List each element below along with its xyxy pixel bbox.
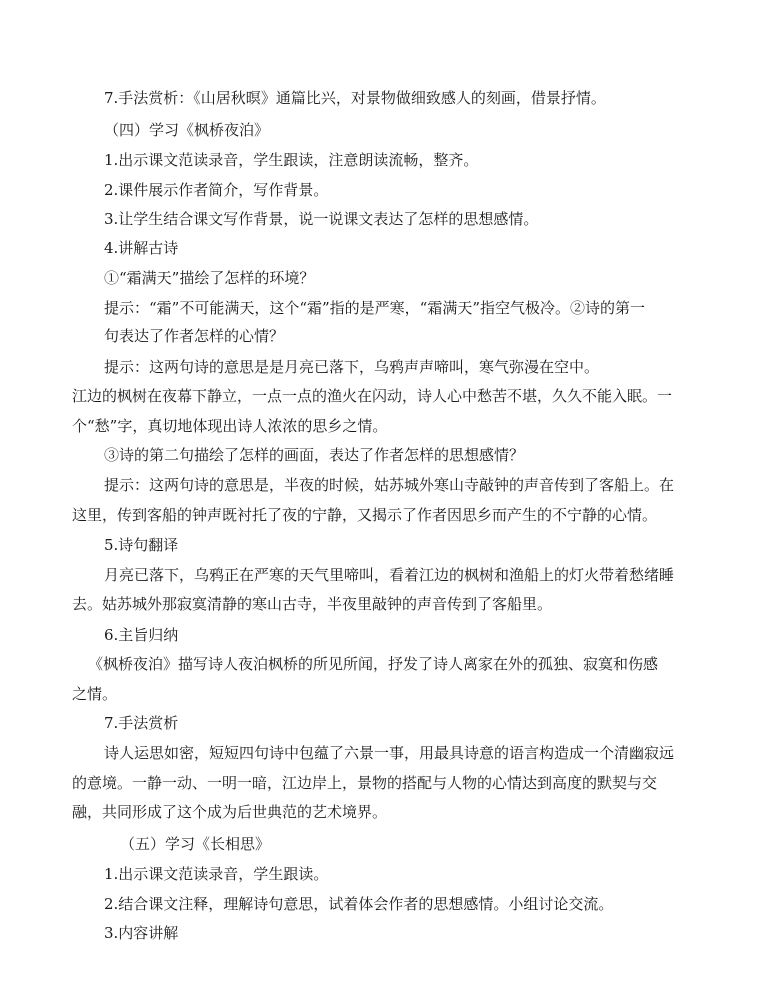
line-16: 5.诗句翻译 [104, 536, 179, 554]
line-28: 2.结合课文注释，理解诗句意思，试着体会作者的思想感情。小组讨论交流。 [104, 895, 614, 913]
line-21: 之情。 [72, 685, 118, 703]
line-7: ①“霜满天”描绘了怎样的环境？ [104, 269, 315, 287]
line-22: 7.手法赏析 [104, 714, 179, 732]
line-5: 3.让学生结合课文写作背景，说一说课文表达了怎样的思想感情。 [104, 210, 539, 228]
line-18: 去。姑苏城外那寂寞清静的寒山古寺，半夜里敲钟的声音传到了客船里。 [72, 595, 553, 613]
line-29: 3.内容讲解 [104, 924, 179, 942]
line-23: 诗人运思如密，短短四句诗中包蕴了六景一事，用最具诗意的语言构造成一个清幽寂远 [104, 744, 675, 762]
line-19: 6.主旨归纳 [104, 626, 179, 644]
line-4: 2.课件展示作者简介，写作背景。 [104, 181, 329, 199]
line-3: 1.出示课文范读录音，学生跟读，注意朗读流畅，整齐。 [104, 151, 479, 169]
line-8: 提示：“霜”不可能满天，这个“霜”指的是严寒，“霜满天”指空气极冷。②诗的第一 [104, 299, 646, 317]
line-13: ③诗的第二句描绘了怎样的画面，表达了作者怎样的思想感情？ [104, 446, 525, 464]
line-20: 《枫桥夜泊》描写诗人夜泊枫桥的所见所闻，抒发了诗人离家在外的孤独、寂寞和伤感 [88, 655, 659, 673]
line-15: 这里，传到客船的钟声既衬托了夜的宁静，又揭示了作者因思乡而产生的不宁静的心情。 [72, 506, 658, 524]
line-25: 融，共同形成了这个成为后世典范的艺术境界。 [72, 803, 388, 821]
line-6: 4.讲解古诗 [104, 239, 179, 257]
line-12: 个“愁”字，真切地体现出诗人浓浓的思乡之情。 [72, 417, 388, 435]
line-26: （五）学习《长相思》 [120, 835, 271, 853]
line-1: 7.手法赏析：《山居秋暝》通篇比兴，对景物做细致感人的刻画，借景抒情。 [104, 89, 606, 107]
line-9: 句表达了作者怎样的心情？ [104, 327, 285, 345]
line-27: 1.出示课文范读录音，学生跟读。 [104, 865, 329, 883]
line-17: 月亮已落下，乌鸦正在严寒的天气里啼叫，看着江边的枫树和渔船上的灯火带着愁绪睡 [104, 566, 675, 584]
line-14: 提示：这两句诗的意思是，半夜的时候，姑苏城外寒山寺敲钟的声音传到了客船上。在 [104, 476, 675, 494]
line-11: 江边的枫树在夜幕下静立，一点一点的渔火在闪动，诗人心中愁苦不堪，久久不能入眠。一 [72, 387, 673, 405]
line-24: 的意境。一静一动、一明一暗，江边岸上，景物的搭配与人物的心情达到高度的默契与交 [72, 774, 658, 792]
line-2: （四）学习《枫桥夜泊》 [104, 121, 270, 139]
line-10: 提示：这两句诗的意思是是月亮已落下，乌鸦声声啼叫，寒气弥漫在空中。 [104, 358, 600, 376]
